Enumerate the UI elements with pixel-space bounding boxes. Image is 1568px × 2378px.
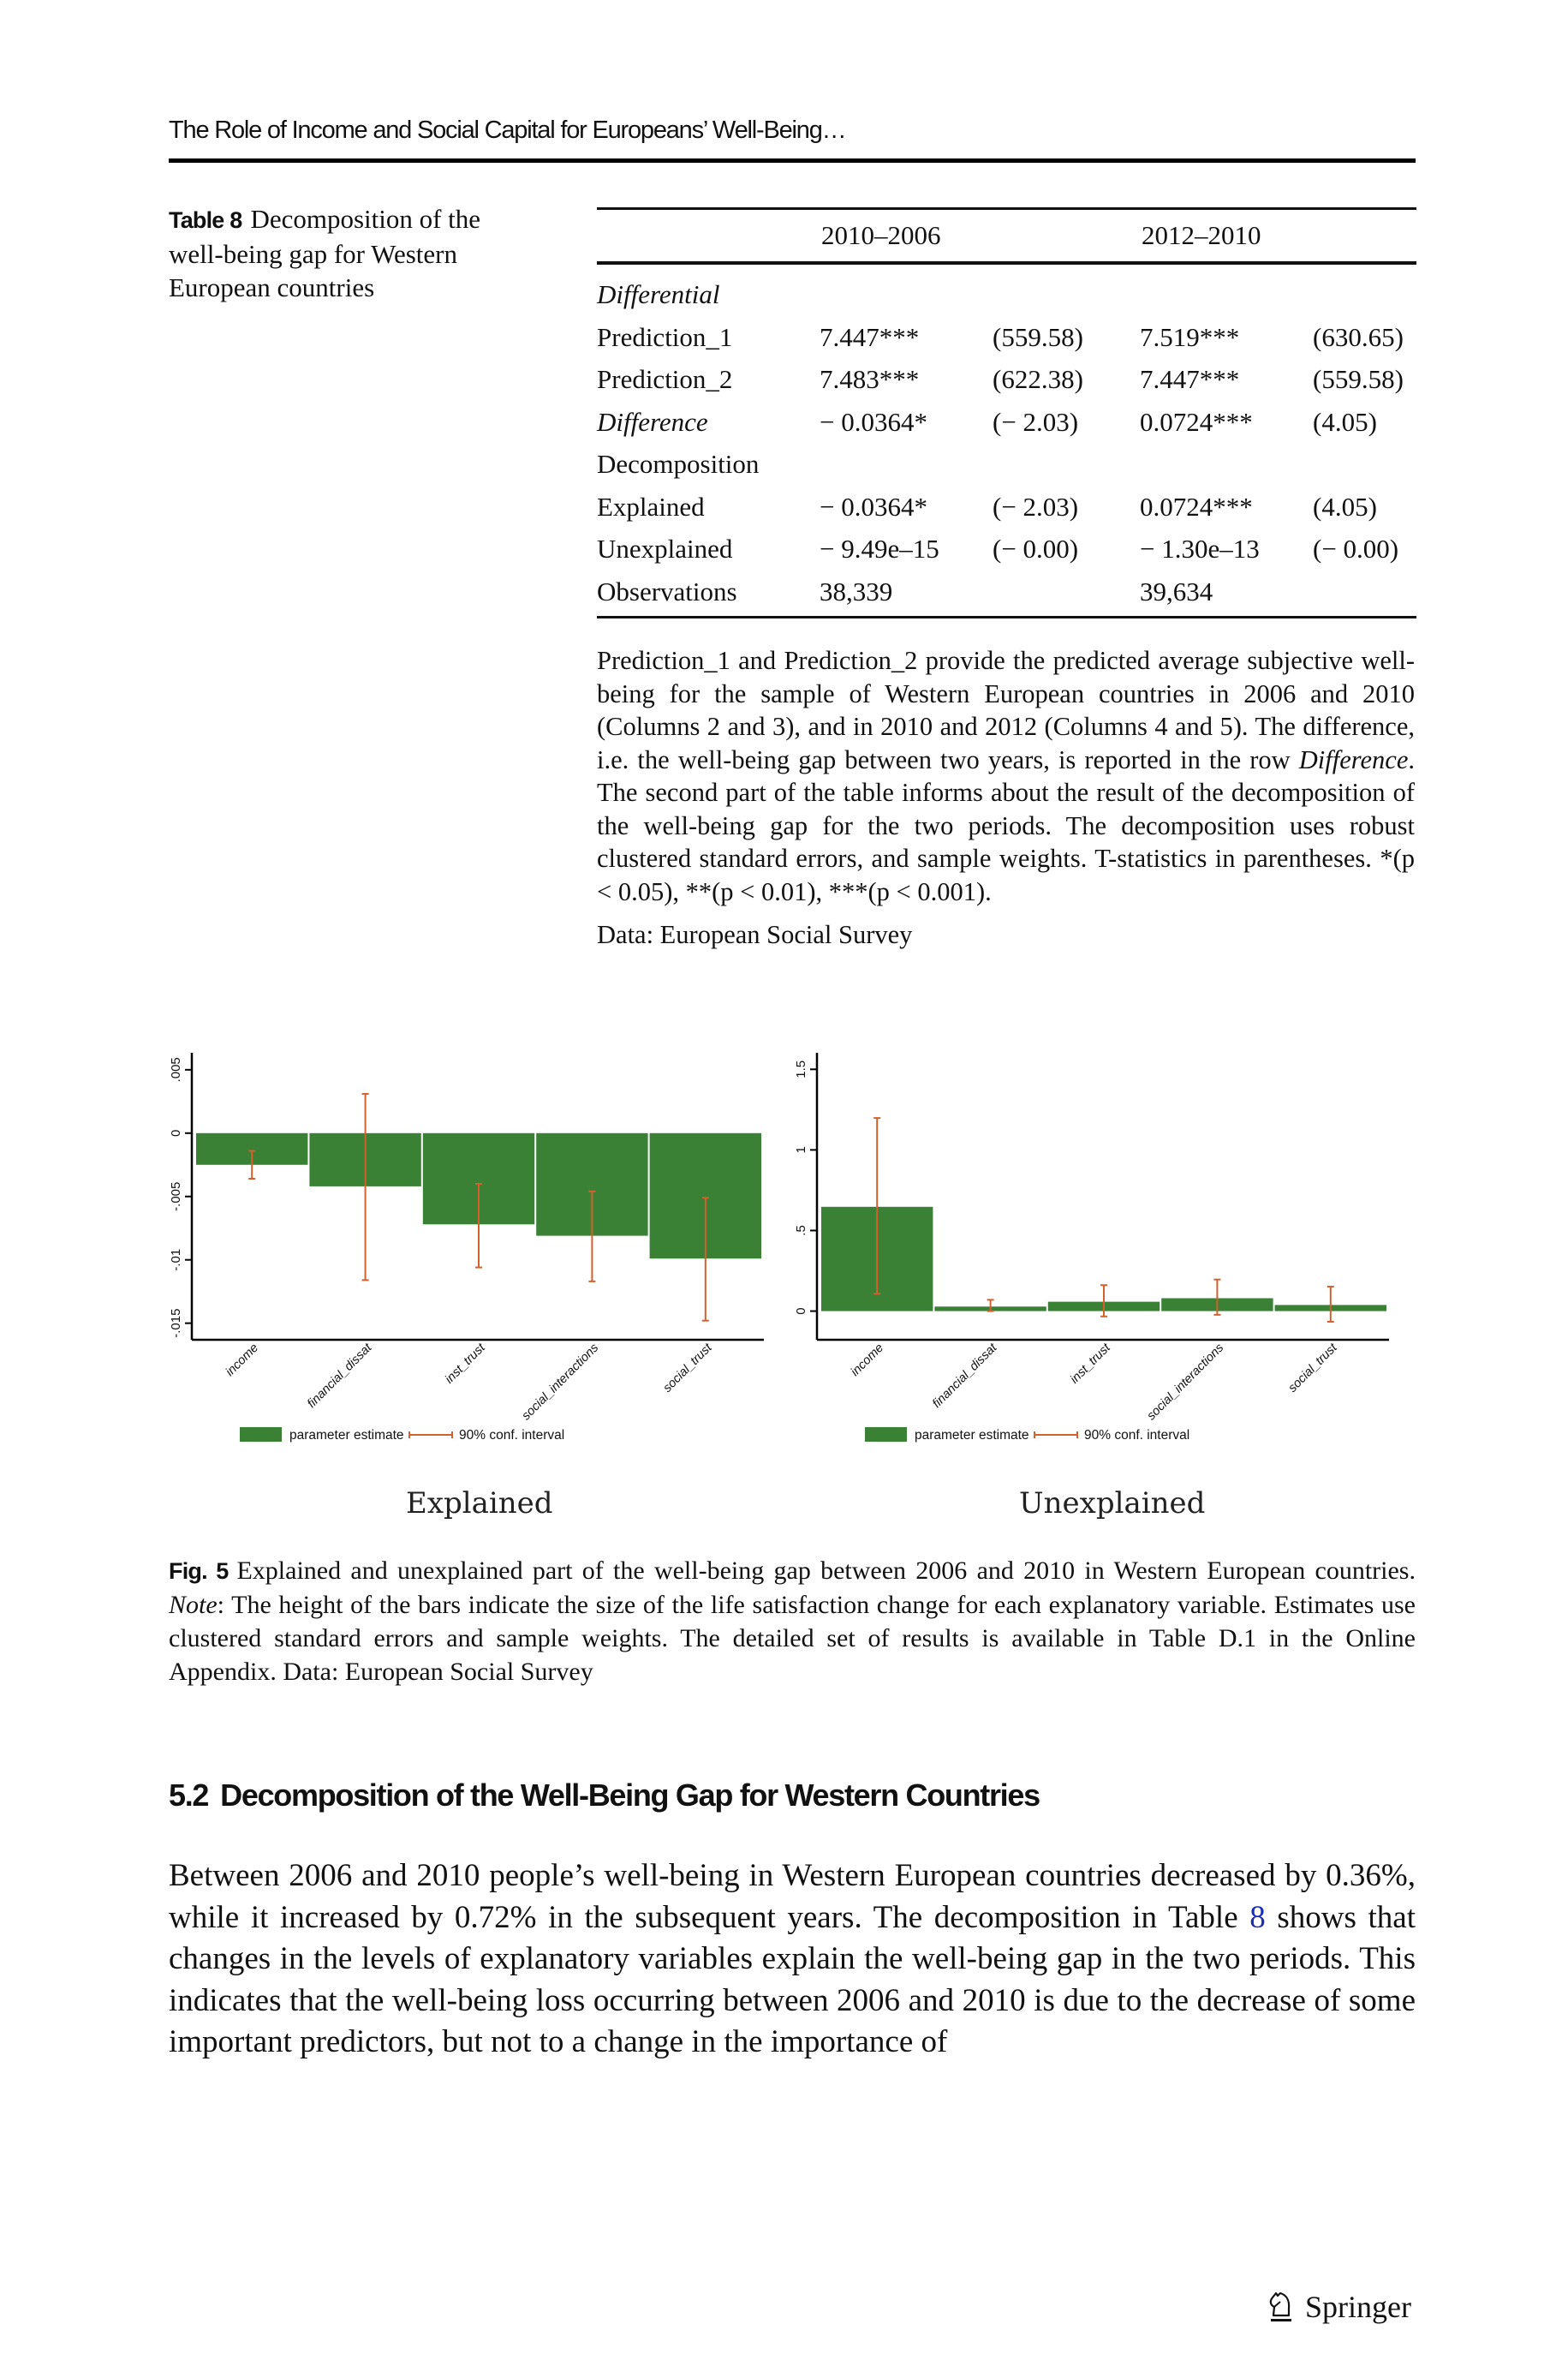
y-tick-label: 0 bbox=[794, 1307, 808, 1315]
x-tick-label: social_interactions bbox=[519, 1341, 602, 1424]
table-notes bbox=[597, 644, 1415, 952]
figure-label: Fig. 5 bbox=[169, 1558, 229, 1584]
header-rule bbox=[169, 158, 1416, 163]
explained-bar-chart bbox=[163, 1049, 779, 1478]
table-notes-text: Prediction_1 and Prediction_2 provide the predicted average subjective well-being for the sample of Western European countries in 2006 and 2010 (Columns 2 and 3), and in 2010 and 2012 (Columns 4 and 5). The difference, i.e. the well-being gap between two years, is reported in the row Difference. The second part of the table informs about the result of the decomposition of the well-being gap for the two periods. The decomposition uses robust clustered standard errors, and sample weights. T-statistics in parentheses. *(p < 0.05), **(p < 0.01), ***(p < 0.001). bbox=[597, 646, 1415, 906]
coefficient-cell: − 0.0364* bbox=[820, 491, 927, 522]
legend-label-ci: 90% conf. interval bbox=[1084, 1428, 1190, 1443]
coefficient-cell: 7.483*** bbox=[820, 364, 920, 394]
figure-caption: Fig. 5 Explained and unexplained part of the well-being gap between 2006 and 2010 in Western European countries. Note: The height of the bars indicate the size of the life satisfaction change for each explanatory variable. Estimates use clustered standard errors and sample weights. The detailed set of results is available in Table D.1 in the Online Appendix. Data: European Social Survey bbox=[169, 1556, 1416, 1686]
legend-bar-swatch bbox=[240, 1427, 282, 1442]
t-statistic-cell: (− 0.00) bbox=[1313, 534, 1399, 564]
t-statistic-cell: (− 2.03) bbox=[993, 491, 1079, 522]
table-caption bbox=[169, 202, 537, 304]
row-label: Prediction_2 bbox=[597, 364, 733, 394]
x-tick-label: financial_dissat bbox=[305, 1341, 375, 1411]
coefficient-cell: 39,634 bbox=[1140, 576, 1213, 606]
t-statistic-cell: (559.58) bbox=[1313, 364, 1404, 394]
section-number: 5.2 bbox=[169, 1778, 209, 1813]
y-tick-label: 1.5 bbox=[794, 1060, 808, 1078]
table-header-rule bbox=[597, 261, 1416, 265]
table-header-row bbox=[597, 210, 1416, 261]
body-paragraph: Between 2006 and 2010 people’s well-being in Western European countries decreased by 0.36%, while it increased by 0.72% in the subsequent years. The decomposition in Table 8 shows that changes in the levels of explanatory variables explain the well-being gap in the two periods. This indicates that the well-being loss occurring between 2006 and 2010 is due to the decrease of some important predictors, but not to a change in the importance of bbox=[169, 1858, 1416, 2059]
table-row bbox=[597, 401, 1416, 444]
x-tick-label: income bbox=[848, 1341, 887, 1379]
coefficient-cell: 0.0724*** bbox=[1140, 406, 1253, 437]
table-row bbox=[597, 358, 1416, 401]
legend-label-ci: 90% conf. interval bbox=[459, 1428, 565, 1443]
row-label: Differential bbox=[597, 279, 720, 309]
x-tick-label: social_trust bbox=[1285, 1341, 1340, 1395]
table-8-link[interactable]: 8 bbox=[1249, 1899, 1266, 1935]
legend-label-estimate: parameter estimate bbox=[915, 1428, 1029, 1443]
coefficient-cell: − 0.0364* bbox=[820, 406, 927, 437]
table-bottom-rule bbox=[597, 616, 1416, 618]
x-tick-label: social_interactions bbox=[1144, 1341, 1227, 1424]
table-row bbox=[597, 316, 1416, 359]
x-tick-label: social_trust bbox=[660, 1341, 715, 1395]
legend-bar-swatch bbox=[865, 1427, 907, 1442]
row-label: Unexplained bbox=[597, 534, 733, 564]
column-header-2012-2010: 2012–2010 bbox=[1142, 220, 1261, 250]
x-tick-label: inst_trust bbox=[442, 1341, 488, 1387]
y-tick-label: 1 bbox=[794, 1146, 808, 1154]
y-tick-label: .005 bbox=[169, 1057, 183, 1083]
t-statistic-cell: (− 2.03) bbox=[993, 406, 1079, 437]
table-caption-text: Decomposition of the well-being gap for Western European countries bbox=[169, 204, 481, 302]
table-row bbox=[597, 273, 1416, 316]
y-tick-label: -.01 bbox=[169, 1248, 183, 1271]
row-label: Difference bbox=[597, 406, 708, 437]
section-title: Decomposition of the Well-Being Gap for Western Countries bbox=[220, 1778, 1040, 1813]
coefficient-cell: 0.0724*** bbox=[1140, 491, 1253, 522]
x-tick-label: inst_trust bbox=[1067, 1341, 1113, 1387]
table-body bbox=[597, 273, 1416, 612]
t-statistic-cell: (4.05) bbox=[1313, 491, 1377, 522]
table-row bbox=[597, 528, 1416, 571]
column-header-2010-2006: 2010–2006 bbox=[821, 220, 941, 250]
coefficient-cell: 7.447*** bbox=[1140, 364, 1240, 394]
y-tick-label: -.015 bbox=[169, 1308, 183, 1338]
t-statistic-cell: (622.38) bbox=[993, 364, 1083, 394]
legend-label-estimate: parameter estimate bbox=[289, 1428, 404, 1443]
t-statistic-cell: (− 0.00) bbox=[993, 534, 1079, 564]
unexplained-bar-chart bbox=[788, 1049, 1404, 1478]
coefficient-cell: − 1.30e–13 bbox=[1140, 534, 1260, 564]
table-data-source: Data: European Social Survey bbox=[597, 920, 913, 949]
x-tick-label: financial_dissat bbox=[930, 1341, 1000, 1411]
table-row bbox=[597, 486, 1416, 529]
table-row bbox=[597, 443, 1416, 486]
row-label: Decomposition bbox=[597, 449, 760, 479]
y-tick-label: 0 bbox=[169, 1129, 183, 1137]
chess-knight-icon bbox=[1266, 2290, 1297, 2324]
coefficient-cell: 7.447*** bbox=[820, 321, 920, 352]
row-label: Explained bbox=[597, 491, 705, 522]
publisher-name: Springer bbox=[1305, 2290, 1411, 2324]
t-statistic-cell: (4.05) bbox=[1313, 406, 1377, 437]
running-header: The Role of Income and Social Capital for Europeans’ Well-Being… bbox=[169, 117, 846, 144]
table-label: Table 8 bbox=[169, 207, 242, 233]
t-statistic-cell: (559.58) bbox=[993, 321, 1083, 352]
row-label: Prediction_1 bbox=[597, 321, 733, 352]
decomposition-table bbox=[597, 207, 1416, 618]
t-statistic-cell: (630.65) bbox=[1313, 321, 1404, 352]
coefficient-cell: 7.519*** bbox=[1140, 321, 1240, 352]
row-label: Observations bbox=[597, 576, 737, 606]
unexplained-chart-title: Unexplained bbox=[1019, 1486, 1206, 1521]
explained-chart-title: Explained bbox=[406, 1486, 553, 1521]
section-heading bbox=[169, 1778, 1040, 1813]
chart-plot bbox=[788, 1049, 1404, 1478]
coefficient-cell: 38,339 bbox=[820, 576, 893, 606]
table-row bbox=[597, 571, 1416, 613]
y-tick-label: .5 bbox=[794, 1225, 808, 1236]
x-tick-label: income bbox=[223, 1341, 262, 1379]
chart-plot bbox=[163, 1049, 779, 1478]
y-tick-label: -.005 bbox=[169, 1181, 183, 1211]
coefficient-cell: − 9.49e–15 bbox=[820, 534, 939, 564]
springer-logo bbox=[1266, 2289, 1411, 2325]
